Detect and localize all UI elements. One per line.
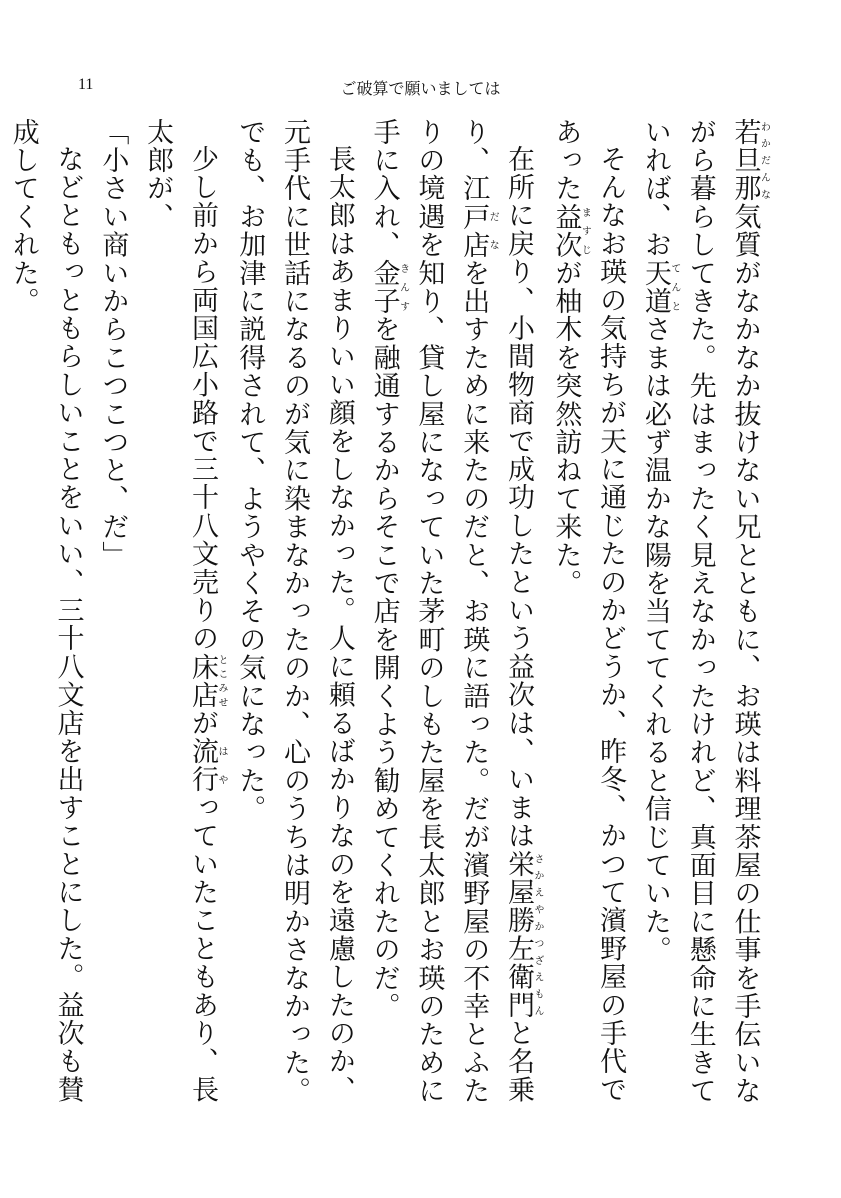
ruby-word bbox=[186, 652, 227, 710]
paragraph bbox=[361, 118, 543, 1128]
ruby-word bbox=[550, 202, 591, 260]
text-run: そんなお瑛の気持ちが天に通じたのかどうか、昨冬、かつて濱野屋の手代であった bbox=[550, 118, 627, 1104]
text-run: 長太郎はあまりいい顔をしなかった。人に頼るばかりなのを遠慮したのか、元手代に世話になるのが気に染まなかったのか、心のうちは明かさなかった。でも、お加津に説得されて、ようやくその気になった。 bbox=[234, 118, 355, 1105]
ruby-word bbox=[503, 850, 544, 1020]
furigana: ますじ bbox=[579, 202, 591, 259]
ruby-base: 天道 bbox=[639, 259, 671, 316]
paragraph bbox=[226, 118, 360, 1128]
ruby-base: 戸店 bbox=[458, 202, 490, 260]
paragraph bbox=[0, 118, 90, 1128]
text-run: が bbox=[186, 709, 218, 738]
text-run: っていたこともあり、長太郎が、 bbox=[142, 118, 218, 1104]
ruby-word bbox=[368, 259, 409, 316]
text-run: 在所に戻り、小間物商で成功したという益次は、いまは bbox=[503, 145, 535, 850]
furigana: わかだんな bbox=[758, 118, 770, 203]
running-title: ご破算で願いましては bbox=[340, 79, 501, 98]
page-number: 11 bbox=[78, 76, 94, 93]
ruby-word bbox=[458, 202, 499, 260]
paragraph bbox=[90, 118, 135, 1128]
text-run: 「小さい商いからこつこつと、だ」 bbox=[97, 118, 129, 570]
text-run: が柚木を突然訪ねて来た。 bbox=[550, 259, 582, 598]
furigana: だな bbox=[487, 202, 499, 259]
ruby-base: 流行 bbox=[186, 737, 218, 794]
paragraph bbox=[543, 118, 633, 1128]
ruby-base: 金子 bbox=[368, 259, 400, 316]
text-run: を融通するからそこで店を開くよう勧めてくれたのだ。 bbox=[368, 315, 400, 1021]
furigana: とこみせ bbox=[215, 652, 227, 710]
text-run: を出すために来たのだと、お瑛に語った。だが濱野屋の不幸とふたりの境遇を知り、貸し屋になっていた茅町のしもた屋を長太郎とお瑛のために手に入れ、 bbox=[368, 118, 490, 1106]
text-run: と名乗り、江 bbox=[458, 118, 535, 1104]
ruby-base: 栄屋勝左衛門 bbox=[503, 850, 535, 1020]
furigana: てんと bbox=[668, 259, 680, 316]
continued-paragraph bbox=[632, 118, 769, 1128]
ruby-word bbox=[729, 118, 770, 203]
ruby-base: 益次 bbox=[550, 202, 582, 260]
text-run: 気質がなかなか抜けない兄とともに、お瑛は料理茶屋の仕事を手伝いながら暮らしてきた。先はまったく見えなかったけれど、真面目に懸命に生きていれば、お bbox=[639, 118, 761, 1106]
text-run: 少し前から両国広小路で三十八文売りの bbox=[186, 145, 218, 653]
ruby-base: 若旦那 bbox=[729, 118, 761, 203]
ruby-word bbox=[186, 737, 227, 794]
furigana: はや bbox=[215, 737, 227, 794]
body-text bbox=[0, 118, 769, 1128]
furigana: きんす bbox=[397, 259, 409, 316]
text-run: さまは必ず温かな陽を当ててくれると信じていた。 bbox=[639, 315, 671, 965]
ruby-base: 床店 bbox=[186, 652, 218, 710]
furigana: さかえやかつざえもん bbox=[532, 850, 544, 1020]
ruby-word bbox=[639, 259, 680, 316]
text-run: などともっともらしいことをいい、三十八文店を出すことにした。益次も賛成してくれた。 bbox=[7, 118, 84, 1104]
paragraph bbox=[134, 118, 226, 1128]
